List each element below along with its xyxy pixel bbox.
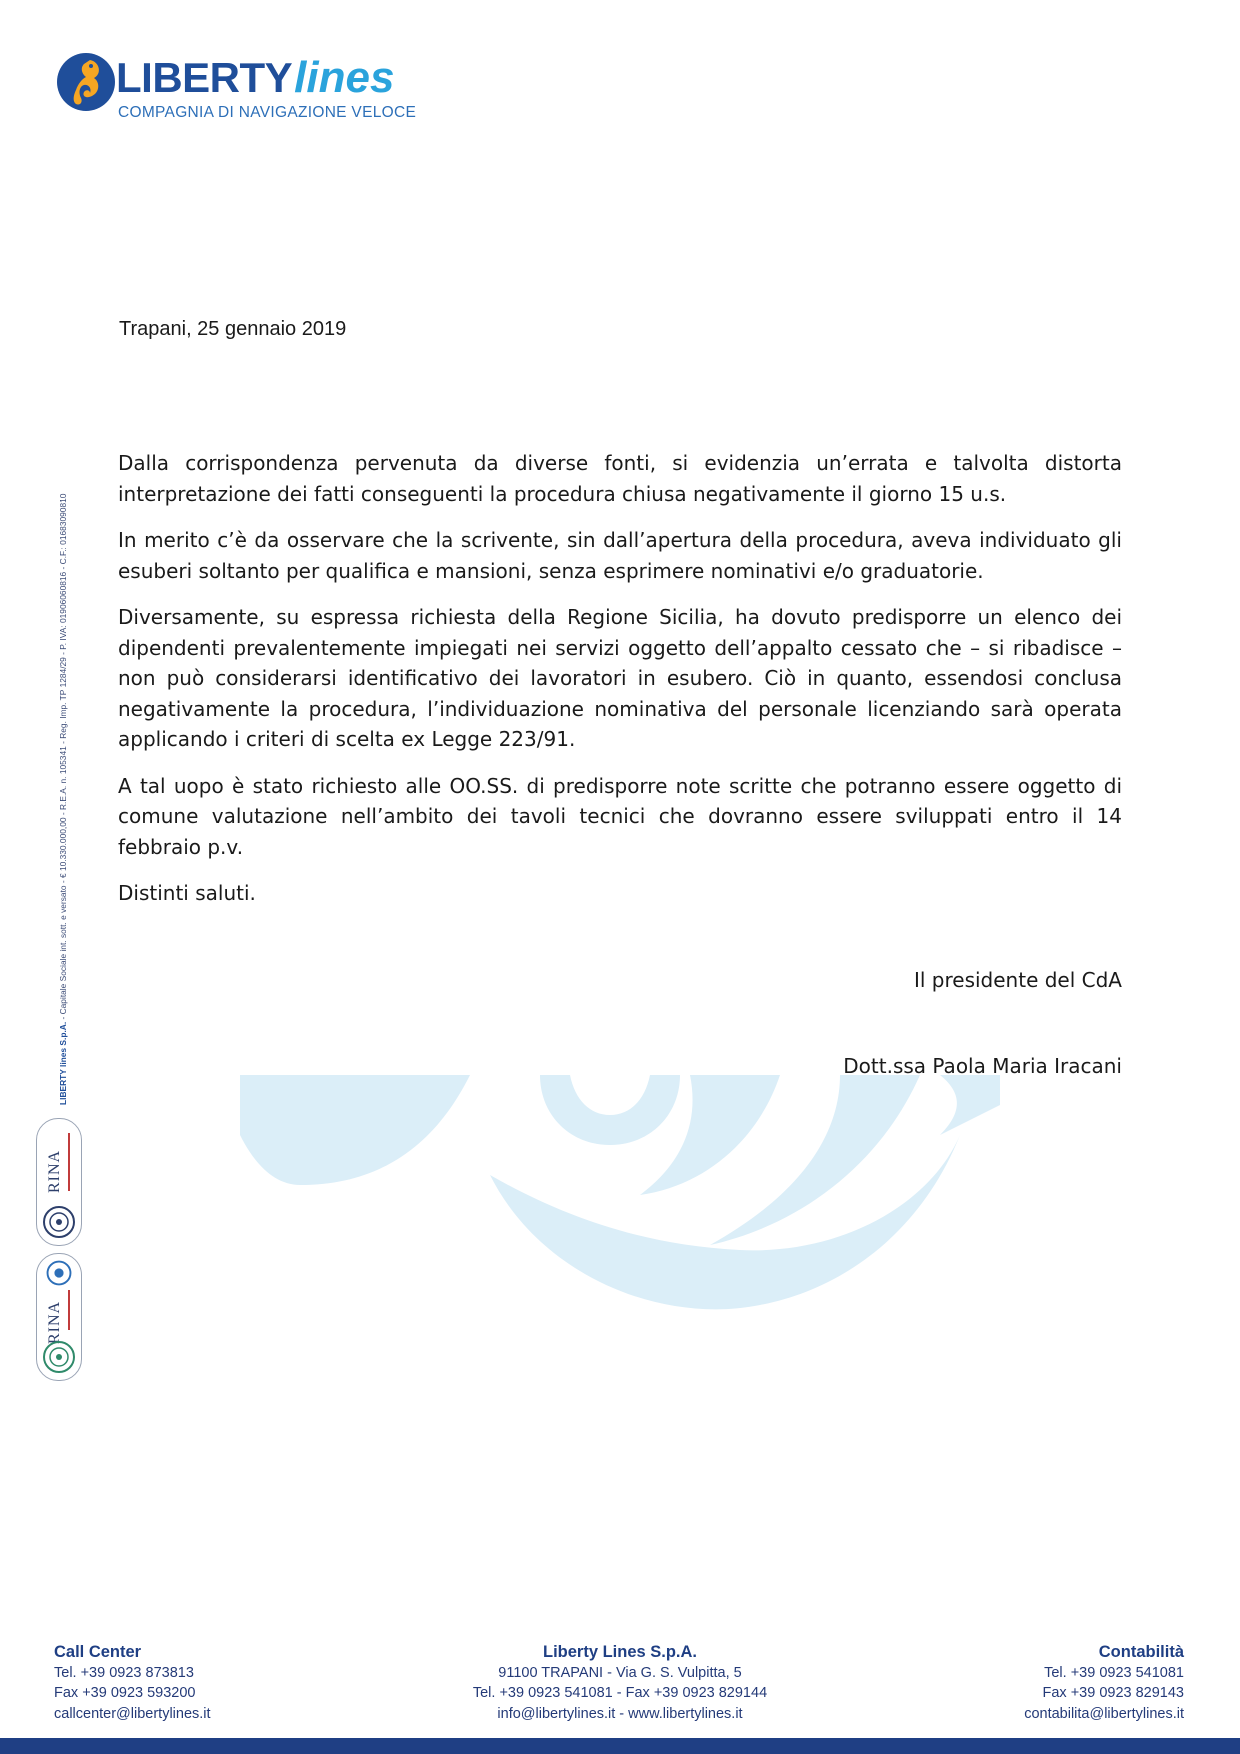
signatory-name: Dott.ssa Paola Maria Iracani xyxy=(843,1054,1122,1078)
footer-line: 91100 TRAPANI - Via G. S. Vulpitta, 5 xyxy=(498,1664,742,1681)
footer-company xyxy=(420,1642,820,1724)
letter-body xyxy=(118,448,1122,925)
footer-line: Tel. +39 0923 541081 xyxy=(1044,1664,1184,1681)
footer-line: Tel. +39 0923 541081 - Fax +39 0923 829144 xyxy=(472,1685,768,1701)
footer-email: contabilita@libertylines.it xyxy=(1024,1705,1184,1722)
footer-web: info@libertylines.it - www.libertylines.it xyxy=(497,1705,743,1722)
closing-salutation: Distinti saluti. xyxy=(118,881,256,905)
footer-bar xyxy=(0,1738,1240,1754)
company-logo xyxy=(56,50,456,125)
rina-certification-badge xyxy=(36,1118,82,1246)
footer-line: Fax +39 0923 829143 xyxy=(1042,1685,1184,1701)
seahorse-watermark-icon xyxy=(240,1075,1000,1315)
cert-red-line xyxy=(68,1290,70,1330)
brand-tagline: COMPAGNIA DI NAVIGAZIONE VELOCE xyxy=(118,104,417,121)
brand-light: lines xyxy=(294,53,395,102)
paragraph: A tal uopo è stato richiesto alle OO.SS. di predisporre note scritte che potranno essere oggetto di comune valutazione nell’ambito dei tavoli tecnici che dovranno essere sviluppati entro il 14 febbraio p.v. xyxy=(118,773,1122,859)
cert-red-line xyxy=(68,1133,70,1191)
certification-seal-icon xyxy=(42,1340,76,1374)
footer-call-center xyxy=(54,1642,211,1724)
brand-strong: LIBERTY xyxy=(116,54,293,101)
rina-label-2: RINA xyxy=(46,1300,63,1344)
signatory-role: Il presidente del CdA xyxy=(913,968,1122,992)
footer-line: Fax +39 0923 593200 xyxy=(54,1685,196,1701)
footer-email: callcenter@libertylines.it xyxy=(54,1705,211,1722)
certification-seal-icon xyxy=(42,1205,76,1239)
legal-details: - Capitale Sociale int. sott. e versato - € 10.330.000,00 - R.E.A. n. 105341 - Reg. Imp. TP 1284/29 - P. IVA: 01906060816 - C.F.: 01683090810 xyxy=(58,493,68,1022)
footer-title: Contabilità xyxy=(1098,1643,1184,1661)
paragraph: Dalla corrispondenza pervenuta da diverse fonti, si evidenzia un’errata e talvolta distorta interpretazione dei fatti conseguenti la procedura chiusa negativamente il giorno 15 u.s. xyxy=(118,451,1122,506)
paragraph: In merito c’è da osservare che la scrivente, sin dall’apertura della procedura, aveva individuato gli esuberi soltanto per qualifica e mansioni, senza esprimere nominativi e/o graduatorie. xyxy=(118,528,1122,583)
footer-title: Call Center xyxy=(54,1643,142,1661)
letter-date: Trapani, 25 gennaio 2019 xyxy=(119,318,347,340)
legal-company-name: LIBERTY lines S.p.A. xyxy=(58,1021,68,1105)
seahorse-logo-icon xyxy=(56,52,116,112)
footer-line: Tel. +39 0923 873813 xyxy=(54,1664,194,1681)
footer-accounting xyxy=(1024,1642,1184,1724)
rina-label: RINA xyxy=(46,1149,63,1193)
footer-title: Liberty Lines S.p.A. xyxy=(542,1643,698,1661)
brand-wordmark xyxy=(116,53,395,102)
certification-seal-icon xyxy=(46,1260,72,1286)
paragraph: Diversamente, su espressa richiesta della Regione Sicilia, ha dovuto predisporre un elenco dei dipendenti prevalentemente impiegati nei servizi oggetto dell’appalto cessato che – si ribadisce – non può considerarsi identificativo dei lavoratori in esubero. Ciò in quanto, essendosi conclusa negativamente la procedura, l’individuazione nominativa del personale licenziando sarà operata applicando i criteri di scelta ex Legge 223/91. xyxy=(118,605,1122,751)
company-legal-strip xyxy=(58,494,68,1105)
rina-certification-badge-2 xyxy=(36,1253,82,1381)
